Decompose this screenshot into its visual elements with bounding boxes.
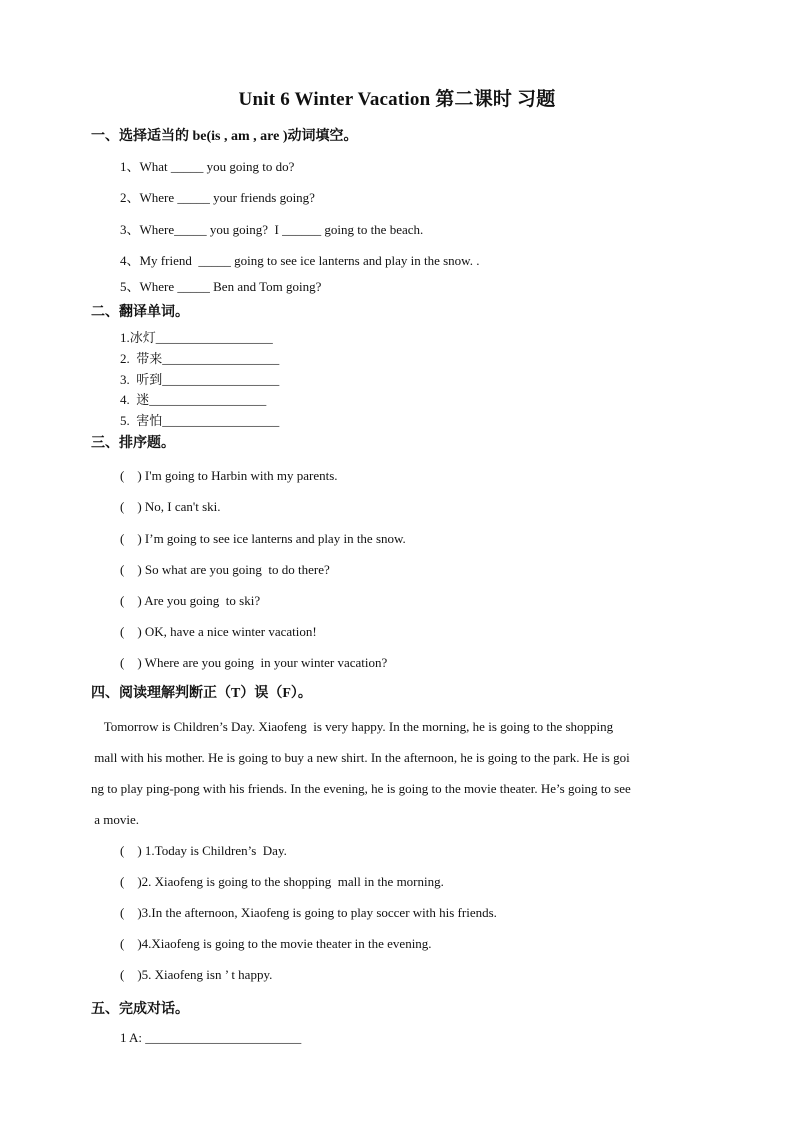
section-4-item: ( )4.Xiaofeng is going to the movie theater in the evening. (120, 936, 432, 951)
section-3-item: ( ) So what are you going to do there? (120, 562, 330, 577)
page-title: Unit 6 Winter Vacation 第二课时 习题 (238, 89, 556, 110)
section-3-item: ( ) I’m going to see ice lanterns and play in the snow. (120, 531, 406, 546)
section-3-item: ( ) No, I can't ski. (120, 499, 221, 514)
reading-passage (91, 711, 709, 835)
section-3-item: ( ) Where are you going in your winter vacation? (120, 655, 388, 670)
section-1-heading: 一、选择适当的 be(is , am , are )动词填空。 (91, 129, 358, 144)
section-2-item: 3. 听到__________________ (120, 372, 280, 387)
section-1-item: 1、What _____ you going to do? (120, 159, 295, 174)
passage-line: a movie. (91, 812, 140, 827)
section-2-item: 1.冰灯__________________ (120, 330, 273, 345)
section-1-item: 3、Where_____ you going? I ______ going to the beach. (120, 222, 424, 237)
section-1-item: 5、Where _____ Ben and Tom going? (120, 279, 322, 294)
section-2-item: 4. 迷__________________ (120, 392, 267, 407)
passage-line: ng to play ping-pong with his friends. In the evening, he is going to the movie theater. He’s going to see (91, 781, 631, 796)
section-1-item: 2、Where _____ your friends going? (120, 190, 315, 205)
section-5-heading: 五、完成对话。 (91, 1002, 189, 1017)
section-2-item: 2. 带来__________________ (120, 351, 280, 366)
section-1-item: 4、My friend _____ going to see ice lanterns and play in the snow. . (120, 253, 480, 268)
section-3-item: ( ) Are you going to ski? (120, 593, 261, 608)
section-4-item: ( ) 1.Today is Children’s Day. (120, 843, 287, 858)
section-4-item: ( )3.In the afternoon, Xiaofeng is going to play soccer with his friends. (120, 905, 497, 920)
passage-line: mall with his mother. He is going to buy a new shirt. In the afternoon, he is going to the park. He is goi (91, 750, 630, 765)
section-3-heading: 三、排序题。 (91, 436, 175, 451)
section-3-item: ( ) I'm going to Harbin with my parents. (120, 468, 338, 483)
section-4-item: ( )5. Xiaofeng isn ’ t happy. (120, 967, 273, 982)
section-3-item: ( ) OK, have a nice winter vacation! (120, 624, 317, 639)
section-4-item: ( )2. Xiaofeng is going to the shopping mall in the morning. (120, 874, 444, 889)
section-2-item: 5. 害怕__________________ (120, 413, 280, 428)
passage-line: Tomorrow is Children’s Day. Xiaofeng is very happy. In the morning, he is going to the shopping (91, 719, 614, 734)
section-5-item: 1 A: ________________________ (120, 1030, 302, 1045)
section-4-heading: 四、阅读理解判断正（T）误（F）。 (91, 686, 312, 701)
section-2-heading: 二、翻译单词。 (91, 305, 189, 320)
